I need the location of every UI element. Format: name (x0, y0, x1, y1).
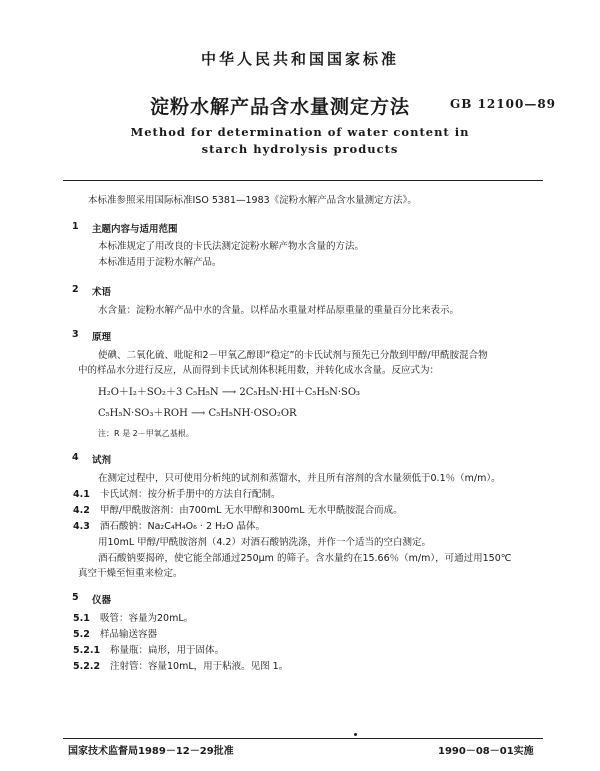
section-1-number: 1 (72, 221, 79, 232)
footer-divider (63, 738, 543, 739)
section-3-title: 原理 (92, 332, 112, 343)
formula-1-reactants: H₂O＋I₂＋SO₂＋3 C₅H₅N (98, 387, 219, 398)
item-5-2-1-number: 5.2.1 (73, 645, 101, 656)
section-1-paragraph-1: 本标准规定了用改良的卡氏法测定淀粉水解产物水含量的方法。 (98, 241, 365, 252)
section-4-title: 试剂 (92, 455, 112, 466)
formula-note: 注：R 是 2－甲氧乙基根。 (98, 429, 194, 438)
formula-1-products: 2C₅H₅N·HI＋C₅H₅N·SO₃ (239, 387, 361, 398)
section-2-title: 术语 (92, 287, 112, 298)
item-4-1-number: 4.1 (73, 489, 90, 500)
section-4-number: 4 (72, 452, 79, 463)
item-5-2-1-text: 称量瓶：扁形，用于固体。 (110, 645, 225, 656)
reaction-formula-2 (98, 404, 297, 419)
reaction-formula-1 (98, 383, 360, 398)
section-3-number: 3 (72, 329, 79, 340)
item-5-2-text: 样品输送容器 (100, 629, 158, 640)
national-standard-header: 中华人民共和国国家标准 (200, 50, 399, 68)
formula-2-reactants: C₅H₅N·SO₃＋ROH (98, 408, 188, 419)
item-4-2-text: 甲醇/甲酰胺溶剂：由700mL 无水甲醇和300mL 无水甲酰胺混合而成。 (100, 505, 403, 516)
english-title-line-2: starch hydrolysis products (201, 142, 399, 156)
section-2-paragraph-1: 水含量：淀粉水解产品中水的含量。以样品水重量对样品原重量的重量百分比来表示。 (98, 305, 460, 316)
item-5-2-2-text: 注射管：容量10mL，用于粘液。见图 1。 (110, 661, 289, 672)
header-divider (63, 180, 543, 181)
implementation-date: 1990－08－01实施 (438, 746, 534, 757)
item-4-1-text: 卡氏试剂：按分析手册中的方法自行配制。 (100, 489, 281, 500)
section-1-paragraph-2: 本标准适用于淀粉水解产品。 (98, 257, 222, 268)
section-3-paragraph-1: 使碘、二氧化硫、吡啶和2－甲氧乙醇即“稳定”的卡氏试剂与预先已分散到甲醇/甲酰胺混合物 (98, 350, 488, 361)
item-5-2-2-number: 5.2.2 (73, 661, 101, 672)
formula-2-products: C₅H₅NH·OSO₂OR (208, 408, 297, 419)
item-4-3-number: 4.3 (73, 521, 90, 532)
reaction-arrow-icon: ⟶ (191, 408, 206, 419)
item-4-3-paragraph-1: 用10mL 甲醇/甲酰胺溶剂（4.2）对酒石酸钠洗涤，并作一个适当的空白测定。 (98, 537, 431, 548)
page-mark (354, 733, 357, 736)
item-4-3-paragraph-2: 酒石酸钠要揭碎，使它能全部通过250μm 的筛子。含水量约在15.66％（m/m），可通过用150℃ (98, 553, 512, 564)
section-1-title: 主题内容与适用范围 (92, 224, 178, 235)
approval-date: 国家技术监督局1989－12－29批准 (68, 746, 234, 757)
item-4-3-paragraph-3: 真空干燥至恒重来检定。 (78, 568, 183, 579)
section-2-number: 2 (72, 284, 79, 295)
item-5-1-number: 5.1 (73, 613, 90, 624)
item-4-2-number: 4.2 (73, 505, 90, 516)
english-title-line-1: Method for determination of water content in (130, 125, 470, 139)
section-4-paragraph-1: 在测定过程中，只可使用分析纯的试剂和蒸馏水，并且所有溶剂的含水量须低于0.1％（m/m）。 (98, 473, 501, 484)
section-5-title: 仪器 (92, 595, 112, 606)
document-title: 淀粉水解产品含水量测定方法 (150, 96, 411, 118)
section-3-paragraph-2: 中的样品水分进行反应，从而得到卡氏试剂体积耗用数，并转化成水含量。反应式为： (78, 365, 440, 376)
item-4-3-text: 酒石酸钠：Na₂C₄H₄O₆ · 2 H₂O 晶体。 (100, 521, 265, 532)
intro-paragraph: 本标准参照采用国际标准ISO 5381—1983《淀粉水解产品含水量测定方法》。 (88, 195, 417, 206)
section-5-number: 5 (72, 592, 79, 603)
item-5-2-number: 5.2 (73, 629, 90, 640)
standard-code: GB 12100—89 (450, 97, 557, 111)
item-5-1-text: 吸管：容量为20mL。 (100, 613, 194, 624)
reaction-arrow-icon: ⟶ (221, 387, 237, 398)
